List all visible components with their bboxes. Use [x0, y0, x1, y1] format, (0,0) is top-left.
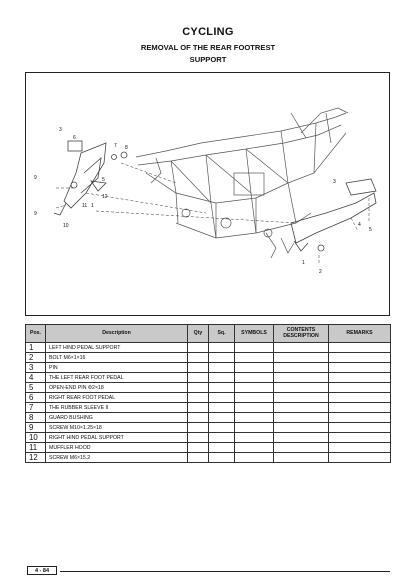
row-qty: [188, 383, 209, 393]
row-remarks: [329, 413, 391, 423]
row-description: RIGHT REAR FOOT PEDAL: [46, 393, 188, 403]
callout-2: 2: [319, 269, 322, 275]
row-sq: [209, 353, 235, 363]
row-remarks: [329, 393, 391, 403]
table-row: [26, 443, 391, 453]
col-contents-description: CONTENTS DESCRIPTION: [274, 325, 329, 343]
row-symbols: [235, 423, 274, 433]
row-description: THE LEFT REAR FOOT PEDAL: [46, 373, 188, 383]
row-description: GUARD BUSHING: [46, 413, 188, 423]
row-qty: [188, 393, 209, 403]
row-sq: [209, 413, 235, 423]
callout-3: 3: [59, 127, 62, 133]
table-row: [26, 393, 391, 403]
row-symbols: [235, 343, 274, 353]
row-contents: [274, 373, 329, 383]
row-qty: [188, 343, 209, 353]
row-remarks: [329, 383, 391, 393]
row-pos: 6: [26, 393, 46, 403]
row-contents: [274, 353, 329, 363]
callout-11: 11: [82, 203, 88, 209]
row-pos: 4: [26, 373, 46, 383]
row-qty: [188, 453, 209, 463]
page-number: 4 - 84: [27, 566, 57, 575]
row-remarks: [329, 343, 391, 353]
row-sq: [209, 403, 235, 413]
frame-drawing: [26, 73, 391, 317]
callout-labels: [34, 127, 372, 275]
table-row: [26, 353, 391, 363]
row-description: SCREW M6×15.2: [46, 453, 188, 463]
row-symbols: [235, 373, 274, 383]
row-remarks: [329, 433, 391, 443]
row-contents: [274, 383, 329, 393]
col-description: Description: [46, 325, 188, 343]
right-pedal-assembly: [291, 179, 376, 251]
row-remarks: [329, 443, 391, 453]
row-remarks: [329, 363, 391, 373]
row-qty: [188, 413, 209, 423]
row-pos: 5: [26, 383, 46, 393]
row-description: BOLT M6×1×16: [46, 353, 188, 363]
row-symbols: [235, 443, 274, 453]
row-qty: [188, 443, 209, 453]
row-symbols: [235, 393, 274, 403]
callout-9b: 9: [34, 211, 37, 217]
table-row: [26, 453, 391, 463]
row-symbols: [235, 433, 274, 443]
row-remarks: [329, 423, 391, 433]
row-qty: [188, 403, 209, 413]
callout-5b: 5: [369, 227, 372, 233]
callout-6: 6: [73, 135, 76, 141]
exploded-diagram: [25, 72, 390, 316]
row-contents: [274, 343, 329, 353]
table-row: [26, 423, 391, 433]
page-subtitle-line2: SUPPORT: [189, 55, 227, 64]
callout-10: 10: [63, 223, 69, 229]
row-sq: [209, 383, 235, 393]
row-sq: [209, 433, 235, 443]
table-row: [26, 403, 391, 413]
row-remarks: [329, 373, 391, 383]
callout-8: 8: [125, 145, 128, 151]
row-symbols: [235, 413, 274, 423]
row-description: MUFFLER HOOD: [46, 443, 188, 453]
row-qty: [188, 423, 209, 433]
callout-7: 7: [114, 143, 117, 149]
callout-5: 5: [102, 177, 105, 183]
callout-3b: 3: [333, 179, 336, 185]
row-sq: [209, 343, 235, 353]
row-qty: [188, 433, 209, 443]
row-description: RIGHT HIND PEDAL SUPPORT: [46, 433, 188, 443]
row-sq: [209, 373, 235, 383]
row-contents: [274, 413, 329, 423]
page-subtitle-line1: REMOVAL OF THE REAR FOOTREST: [140, 43, 276, 52]
row-pos: 9: [26, 423, 46, 433]
row-pos: 1: [26, 343, 46, 353]
row-contents: [274, 363, 329, 373]
table-row: [26, 373, 391, 383]
callout-1b: 1: [302, 260, 305, 266]
row-contents: [274, 403, 329, 413]
row-pos: 11: [26, 443, 46, 453]
callout-12: 12: [102, 194, 108, 200]
row-remarks: [329, 403, 391, 413]
col-qty: Qty: [188, 325, 209, 343]
row-symbols: [235, 363, 274, 373]
row-symbols: [235, 353, 274, 363]
row-description: PIN: [46, 363, 188, 373]
row-pos: 10: [26, 433, 46, 443]
row-pos: 12: [26, 453, 46, 463]
callout-4: 4: [358, 222, 361, 228]
row-remarks: [329, 453, 391, 463]
row-contents: [274, 393, 329, 403]
page-title: CYCLING: [182, 26, 234, 38]
row-pos: 7: [26, 403, 46, 413]
motorcycle-frame: [136, 108, 348, 258]
row-description: THE RUBBER SLEEVE II: [46, 403, 188, 413]
row-pos: 3: [26, 363, 46, 373]
col-remarks: REMARKS: [329, 325, 391, 343]
row-contents: [274, 453, 329, 463]
table-header-row: [26, 325, 391, 343]
col-sq: Sq.: [209, 325, 235, 343]
col-symbols: SYMBOLS: [235, 325, 274, 343]
row-contents: [274, 433, 329, 443]
table-row: [26, 433, 391, 443]
row-sq: [209, 423, 235, 433]
table-row: [26, 363, 391, 373]
row-sq: [209, 453, 235, 463]
row-pos: 2: [26, 353, 46, 363]
row-symbols: [235, 383, 274, 393]
row-symbols: [235, 403, 274, 413]
row-contents: [274, 423, 329, 433]
row-contents: [274, 443, 329, 453]
table-row: [26, 413, 391, 423]
callout-1: 1: [91, 203, 94, 209]
row-remarks: [329, 353, 391, 363]
col-pos: Pos.: [26, 325, 46, 343]
parts-table: [25, 324, 391, 463]
footer-divider: [60, 571, 390, 572]
row-description: OPEN-END PIN Φ2×18: [46, 383, 188, 393]
row-pos: 8: [26, 413, 46, 423]
callout-9: 9: [34, 175, 37, 181]
row-sq: [209, 363, 235, 373]
row-description: SCREW M10×1.25×18: [46, 423, 188, 433]
row-symbols: [235, 453, 274, 463]
row-qty: [188, 373, 209, 383]
row-qty: [188, 363, 209, 373]
row-qty: [188, 353, 209, 363]
table-row: [26, 383, 391, 393]
row-sq: [209, 443, 235, 453]
row-sq: [209, 393, 235, 403]
table-row: [26, 343, 391, 353]
row-description: LEFT HIND PEDAL SUPPORT: [46, 343, 188, 353]
